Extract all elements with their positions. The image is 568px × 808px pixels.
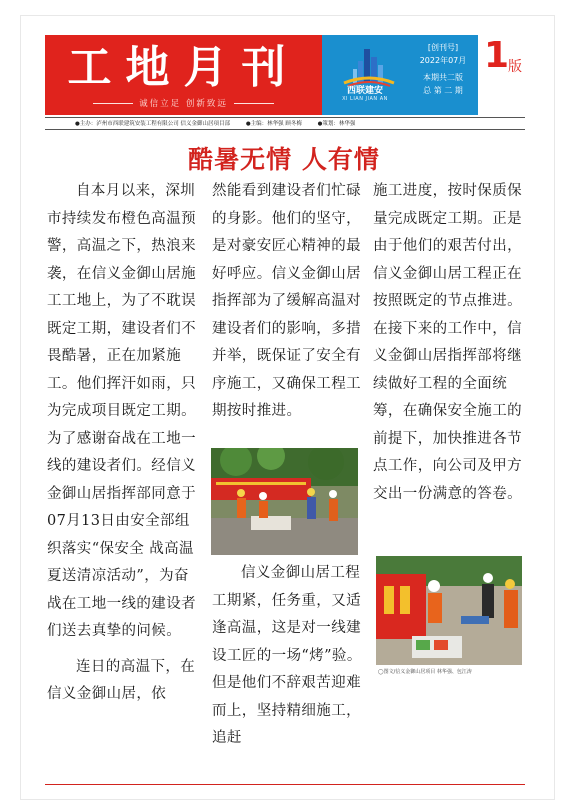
paragraph-1: 自本月以来，深圳市持续发布橙色高温预警，高温之下，热浪来袭，在信义金御山居施工工地上，为了不耽误既定工期，建设者们不畏酷暑，正在加紧施工。他们挥汗如雨，只为完成项目既定工期。为了感谢奋战在工地一线的建设者们。经信义金御山居指挥部同意于07月13日由安全部组织落实“保安全 战高温 夏送清凉活动”，为奋战在工地一线的建设者们送去真挚的问候。 <box>47 183 196 639</box>
article-column-3 <box>373 178 528 508</box>
masthead-title-panel <box>45 35 322 115</box>
bottom-divider <box>45 784 525 785</box>
issue-pages: 本期共二版 <box>423 73 463 82</box>
editor-info: ●主编：林华强 顾冬梅 <box>245 121 302 127</box>
slogan: 诚信立足 创新致远 <box>45 97 322 109</box>
planner-info: ●策划：林华强 <box>317 121 356 127</box>
paragraph-3: 信义金御山居工程工期紧，任务重，又适逢高温，这是对一线建设工匠的一场“烤”验。但是他们不辞艰苦迎难而上，坚持精细施工，追赶 <box>212 565 362 746</box>
info-text <box>75 119 369 127</box>
page-number: 1 <box>484 35 510 76</box>
sponsor-info: ●主办：泸州市西联建筑安装工程有限公司 信义金御山居项目部 <box>75 121 231 127</box>
newspaper-title: 工地月刊 <box>67 42 300 93</box>
paragraph-3-continued: 施工进度，按时保质保量完成既定工期。正是由于他们的艰苦付出，信义金御山居工程正在按照既定的节点推进。在接下来的工作中，信义金御山居指挥部将继续做好工程的全面统筹，在确保安全施工的前提下，加快推进各节点工作，向公司及甲方交出一份满意的答卷。 <box>373 183 522 502</box>
article-column-2-lower <box>212 560 362 753</box>
paragraph-continued: 然能看到建设者们忙碌的身影。他们的坚守，是对豪安匠心精神的最好呼应。信义金御山居指挥部为了缓解高温对建设者们的影响，多措并举，既保证了安全有序施工，又确保工程工期按时推进。 <box>212 183 361 419</box>
issue-label: [创刊号] <box>427 43 459 52</box>
issue-info <box>412 41 474 97</box>
photo-caption: ◯图文/信义金御山居项目 林华强、包江涛 <box>378 669 472 675</box>
article-column-2 <box>212 178 362 426</box>
issue-date: 2022年07月 <box>419 56 467 65</box>
article-headline: 酷暑无情 人有情 <box>188 145 380 174</box>
cool-drinks-distribution-photo <box>376 556 522 665</box>
paragraph-2: 连日的高温下，在信义金御山居，依 <box>47 658 196 702</box>
logo-english: XI LIAN JIAN AN <box>342 96 388 102</box>
construction-workers-photo <box>211 448 358 555</box>
issue-total: 总 第 二 期 <box>423 86 463 95</box>
masthead-info-panel <box>322 35 478 115</box>
page-suffix: 版 <box>508 59 522 75</box>
article-column-1 <box>47 178 197 709</box>
logo-name: 西联建安 <box>346 86 383 96</box>
